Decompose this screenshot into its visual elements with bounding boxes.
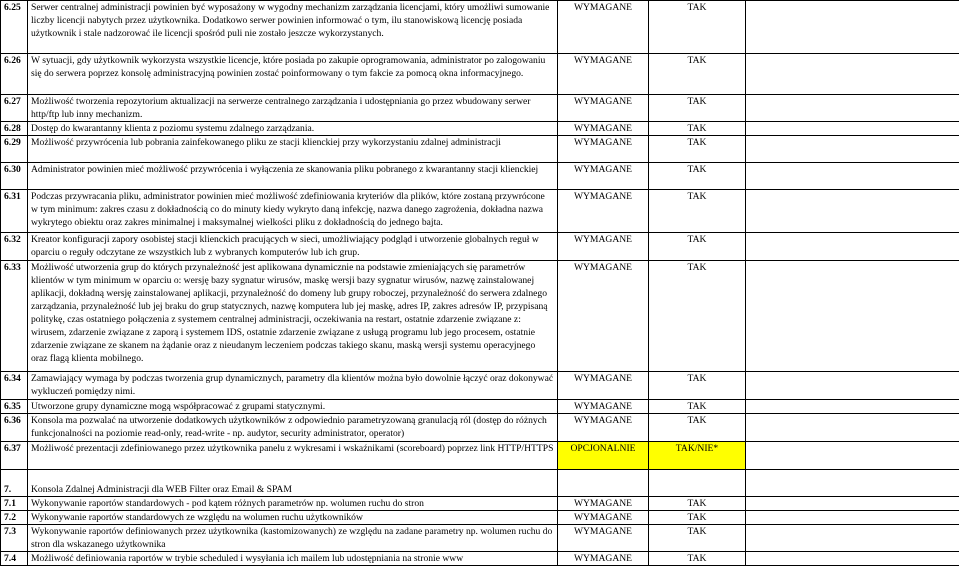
requirement-text: Konsola ma pozwalać na utworzenie dodatkowych użytkowników z odpowiednio parametryzowaną granulacją ról (dostęp do różnych funkcjonalności na poziomie read-only, read-write - np. audytor, security administrator, operator) — [28, 414, 558, 442]
empty-cell — [746, 136, 959, 163]
requirement-level: WYMAGANE — [558, 122, 649, 136]
table-row — [1, 525, 959, 552]
row-number: 6.35 — [1, 400, 28, 414]
answer-value: TAK — [649, 511, 746, 525]
requirement-text: Zamawiający wymaga by podczas tworzenia grup dynamicznych, parametry dla klientów można było dowolnie łączyć oraz dokonywać wykluczeń pomiędzy nimi. — [28, 372, 558, 400]
table-row — [1, 163, 959, 190]
table-row — [1, 414, 959, 442]
answer-value: TAK — [649, 414, 746, 442]
row-number: 7.4 — [1, 552, 28, 566]
row-number: 6.32 — [1, 233, 28, 261]
requirement-text: Wykonywanie raportów standardowych ze względu na wolumen ruchu użytkowników — [28, 511, 558, 525]
empty-cell — [746, 372, 959, 400]
table-row — [1, 261, 959, 372]
answer-value: TAK — [649, 400, 746, 414]
answer-value: TAK — [649, 95, 746, 122]
table-row — [1, 372, 959, 400]
empty-cell — [746, 470, 959, 497]
row-number: 6.36 — [1, 414, 28, 442]
requirement-level: WYMAGANE — [558, 511, 649, 525]
row-number: 7.3 — [1, 525, 28, 552]
empty-cell — [746, 525, 959, 552]
requirement-text: Podczas przywracania pliku, administrator powinien mieć możliwość zdefiniowania kryteriów dla plików, które zostaną przywrócone w tym minimum: zakres czasu z dokładnością co do minuty kiedy wykryto daną infekcję, nazwa danego zagrożenia, dokładna nazwa wykrytego obiektu oraz zakres minimalnej i maksymalnej wielkości pliku z dokładnością do jednego bajta. — [28, 190, 558, 233]
row-number: 6.34 — [1, 372, 28, 400]
requirement-text: Możliwość utworzenia grup do których przynależność jest aplikowana dynamicznie na podstawie zmieniających się parametrów klientów w tym minimum w oparciu o: wersję bazy sygnatur wirusów, maskę wersji bazy sygnatur wirusów, nazwę zainstalowanej aplikacji, dokładną wersję zainstalowanej aplikacji, przynależność do domeny lub grupy roboczej, przynależność do serwera zdalnego zarządzania, przynależność lub jej braku do grup statycznych, nazwę komputera lub jej maskę, adres IP, zakres adresów IP, przypisaną politykę, czas ostatniego połączenia z systemem centralnej administracji, oczekiwania na restart, ostatnie zdarzenie związane z: wirusem, zdarzenie związane z zaporą i systemem IDS, ostatnie zdarzenie związane z usługą programu lub jego procesem, ostatnie zdarzenie związane ze skanem na żądanie oraz z nieudanym leczeniem podczas takiego skanu, maską wersji systemu operacyjnego oraz flagą klienta mobilnego. — [28, 261, 558, 372]
answer-value: TAK — [649, 190, 746, 233]
table-row — [1, 233, 959, 261]
row-number: 7.1 — [1, 497, 28, 511]
requirement-text: Kreator konfiguracji zapory osobistej stacji klienckich pracujących w sieci, umożliwiający podgląd i utworzenie globalnych reguł w oparciu o reguły odczytane ze wszystkich lub z wybranych komputerów lub ich grup. — [28, 233, 558, 261]
requirement-text: Wykonywanie raportów standardowych - pod kątem różnych parametrów np. wolumen ruchu do stron — [28, 497, 558, 511]
table-row — [1, 95, 959, 122]
table-row — [1, 122, 959, 136]
requirement-text: Serwer centralnej administracji powinien być wyposażony w wygodny mechanizm zarządzania licencjami, który umożliwi sumowanie liczby licencji nabytych przez użytkownika. Dodatkowo serwer powinien informować o tym, ilu stanowiskową licencję posiada użytkownik i stale nadzorować ile licencji spośród puli nie zostało jeszcze wykorzystanych. — [28, 1, 558, 54]
empty-cell — [746, 511, 959, 525]
row-number: 6.25 — [1, 1, 28, 54]
row-number: 6.30 — [1, 163, 28, 190]
empty-cell — [558, 470, 649, 497]
table-row — [1, 54, 959, 95]
section-header-row — [1, 470, 959, 497]
empty-cell — [746, 1, 959, 54]
requirement-text: Możliwość prezentacji zdefiniowanego przez użytkownika panelu z wykresami i wskaźnikami (scoreboard) poprzez link HTTP/HTTPS — [28, 442, 558, 470]
empty-cell — [746, 54, 959, 95]
empty-cell — [746, 400, 959, 414]
answer-value: TAK — [649, 372, 746, 400]
requirement-level: WYMAGANE — [558, 54, 649, 95]
requirement-text: Utworzone grupy dynamiczne mogą współpracować z grupami statycznymi. — [28, 400, 558, 414]
empty-cell — [746, 163, 959, 190]
table-row — [1, 136, 959, 163]
empty-cell — [746, 190, 959, 233]
row-number: 7.2 — [1, 511, 28, 525]
table-row — [1, 400, 959, 414]
requirement-text: Wykonywanie raportów definiowanych przez użytkownika (kastomizowanych) ze względu na zadane parametry np. wolumen ruchu do stron dla wskazanego użytkownika — [28, 525, 558, 552]
answer-value: TAK — [649, 525, 746, 552]
requirement-level: WYMAGANE — [558, 233, 649, 261]
empty-cell — [746, 442, 959, 470]
section-number: 7. — [1, 470, 28, 497]
empty-cell — [746, 95, 959, 122]
requirement-text: Możliwość tworzenia repozytorium aktualizacji na serwerze centralnego zarządzania i udostępniania go przez wbudowany serwer http/ftp lub inny mechanizm. — [28, 95, 558, 122]
row-number: 6.33 — [1, 261, 28, 372]
answer-value: TAK — [649, 122, 746, 136]
requirement-level: OPCJONALNIE — [558, 442, 649, 470]
empty-cell — [746, 261, 959, 372]
answer-value: TAK — [649, 1, 746, 54]
row-number: 6.31 — [1, 190, 28, 233]
table-row — [1, 511, 959, 525]
answer-value: TAK — [649, 54, 746, 95]
requirement-level: WYMAGANE — [558, 261, 649, 372]
requirement-text: Możliwość definiowania raportów w trybie scheduled i wysyłania ich mailem lub udostępniania na stronie www — [28, 552, 558, 566]
answer-value: TAK — [649, 233, 746, 261]
table-row — [1, 497, 959, 511]
empty-cell — [746, 122, 959, 136]
requirement-text: Możliwość przywrócenia lub pobrania zainfekowanego pliku ze stacji klienckiej przy wykorzystaniu zdalnej administracji — [28, 136, 558, 163]
table-row — [1, 190, 959, 233]
requirement-level: WYMAGANE — [558, 414, 649, 442]
row-number: 6.26 — [1, 54, 28, 95]
empty-cell — [746, 233, 959, 261]
answer-value: TAK — [649, 261, 746, 372]
requirement-text: W sytuacji, gdy użytkownik wykorzysta wszystkie licencje, które posiada po zakupie oprogramowania, administrator po zalogowaniu się do serwera poprzez konsolę administracyjną powinien zostać poinformowany o tym fakcie za pomocą okna informacyjnego. — [28, 54, 558, 95]
empty-cell — [649, 470, 746, 497]
requirement-level: WYMAGANE — [558, 1, 649, 54]
row-number: 6.27 — [1, 95, 28, 122]
table-row — [1, 552, 959, 566]
answer-value: TAK — [649, 136, 746, 163]
section-title: Konsola Zdalnej Administracji dla WEB Filter oraz Email & SPAM — [28, 470, 558, 497]
table-row — [1, 442, 959, 470]
requirement-level: WYMAGANE — [558, 163, 649, 190]
answer-value: TAK/NIE* — [649, 442, 746, 470]
requirement-level: WYMAGANE — [558, 95, 649, 122]
empty-cell — [746, 414, 959, 442]
requirement-level: WYMAGANE — [558, 372, 649, 400]
row-number: 6.28 — [1, 122, 28, 136]
requirement-text: Administrator powinien mieć możliwość przywrócenia i wyłączenia ze skanowania pliku pobranego z kwarantanny stacji klienckiej — [28, 163, 558, 190]
requirement-level: WYMAGANE — [558, 552, 649, 566]
requirement-level: WYMAGANE — [558, 400, 649, 414]
answer-value: TAK — [649, 163, 746, 190]
empty-cell — [746, 497, 959, 511]
answer-value: TAK — [649, 552, 746, 566]
answer-value: TAK — [649, 497, 746, 511]
requirement-level: WYMAGANE — [558, 136, 649, 163]
requirement-level: WYMAGANE — [558, 190, 649, 233]
table-row — [1, 1, 959, 54]
row-number: 6.37 — [1, 442, 28, 470]
row-number: 6.29 — [1, 136, 28, 163]
requirement-level: WYMAGANE — [558, 525, 649, 552]
requirement-text: Dostęp do kwarantanny klienta z poziomu systemu zdalnego zarządzania. — [28, 122, 558, 136]
requirement-level: WYMAGANE — [558, 497, 649, 511]
empty-cell — [746, 552, 959, 566]
